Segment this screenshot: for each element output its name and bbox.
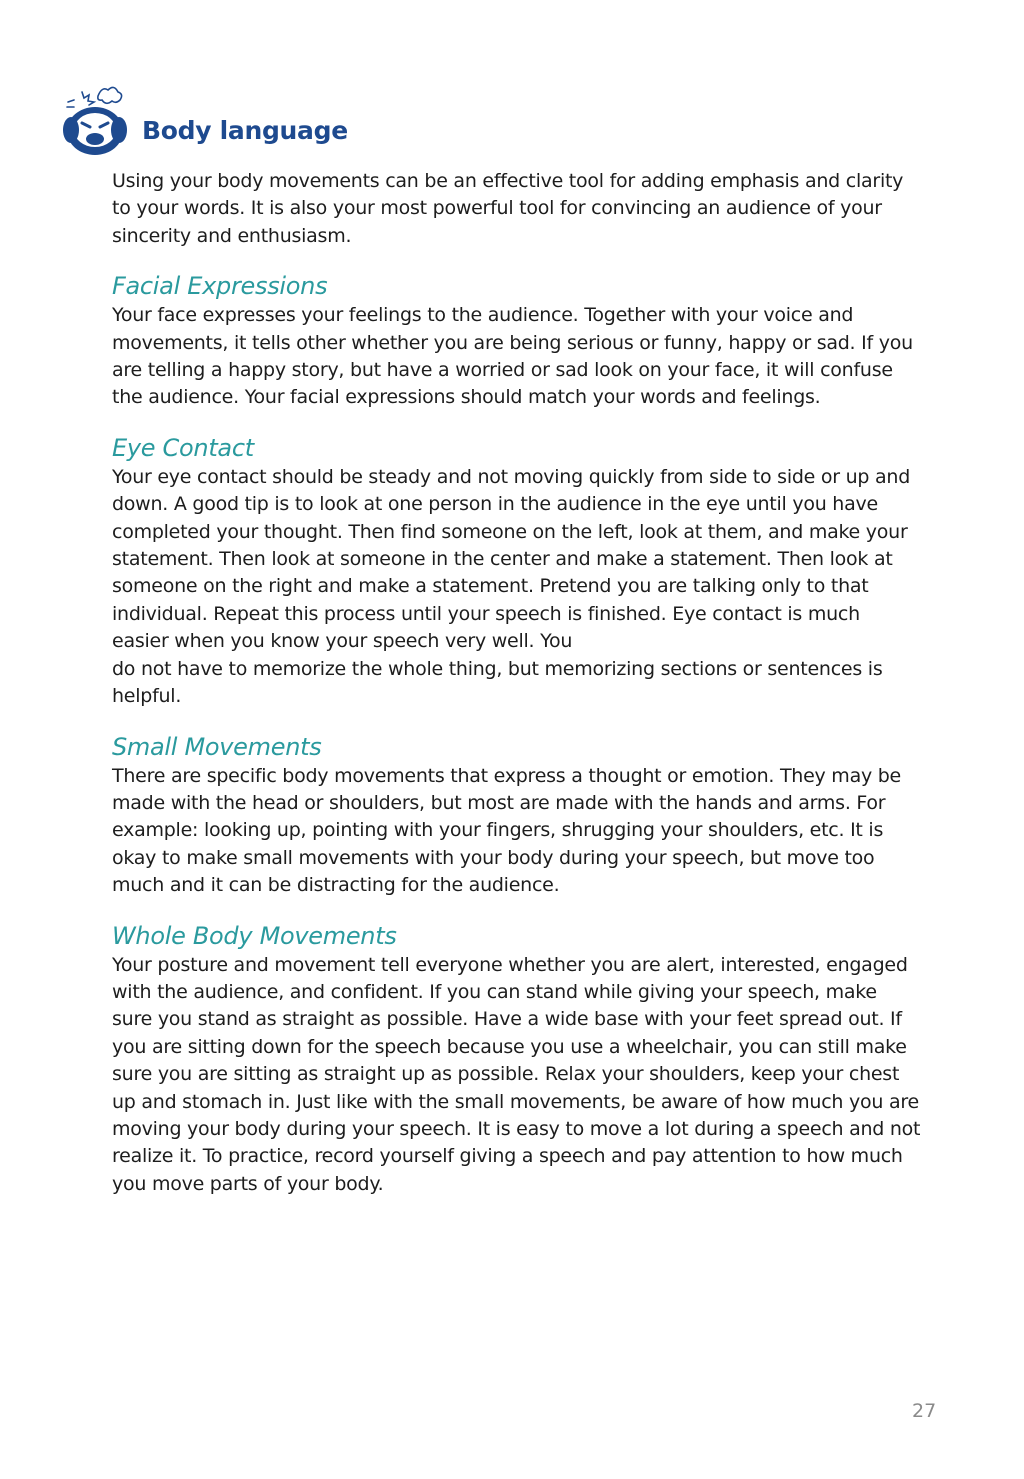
section-heading: Small Movements bbox=[112, 732, 322, 761]
section-body: Your face expresses your feelings to the audience. Together with your voice and movements, it tells other whether you are being serious or funny, happy or sad. If you are telling a happy story, but have a worried or sad look on your face, it will confuse the audience. Your facial expressions should match your words and feelings. bbox=[112, 304, 913, 409]
frustrated-face-icon bbox=[60, 80, 130, 158]
document-body bbox=[112, 168, 922, 1218]
section-body-continued: do not have to memorize the whole thing, but memorizing sections or sentences is helpful. bbox=[112, 657, 883, 708]
page-title: Body language bbox=[142, 116, 348, 145]
section-body: There are specific body movements that express a thought or emotion. They may be made with the head or shoulders, but most are made with the hands and arms. For example: looking up, pointing with your fingers, shrugging your shoulders, etc. It is okay to make small movements with your body during your speech, but move too much and it can be distracting for the audience. bbox=[112, 764, 901, 897]
section-facial-expressions bbox=[112, 270, 922, 412]
page-header bbox=[60, 80, 660, 160]
section-body: Your eye contact should be steady and not moving quickly from side to side or up and down. A good tip is to look at one person in the audience in the eye until you have completed your thought. Then find someone on the left, look at them, and make your statement. Then look at someone in the center and make a statement. Then look at someone on the right and make a statement. Pretend you are talking only to that individual. Repeat this process until your speech is finished. Eye contact is much easier when you know your speech very well. You bbox=[112, 465, 911, 653]
section-body: Your posture and movement tell everyone whether you are alert, interested, engaged with the audience, and confident. If you can stand while giving your speech, make sure you stand as straight as possible. Have a wide base with your feet spread out. If you are sitting down for the speech because you use a wheelchair, you can still make sure you are sitting as straight up as possible. Relax your shoulders, keep your chest up and stomach in. Just like with the small movements, be aware of how much you are moving your body during your speech. It is easy to move a lot during a speech and not realize it. To practice, record yourself giving a speech and pay attention to how much you move parts of your body. bbox=[112, 953, 921, 1195]
section-heading: Eye Contact bbox=[112, 433, 254, 462]
page-number: 27 bbox=[912, 1400, 937, 1422]
section-eye-contact bbox=[112, 432, 922, 711]
intro-paragraph: Using your body movements can be an effective tool for adding emphasis and clarity to your words. It is also your most powerful tool for convincing an audience of your sincerity and enthusiasm. bbox=[112, 170, 904, 247]
section-heading: Facial Expressions bbox=[112, 272, 328, 301]
section-small-movements bbox=[112, 731, 922, 900]
section-heading: Whole Body Movements bbox=[112, 921, 397, 950]
section-whole-body-movements bbox=[112, 920, 922, 1199]
